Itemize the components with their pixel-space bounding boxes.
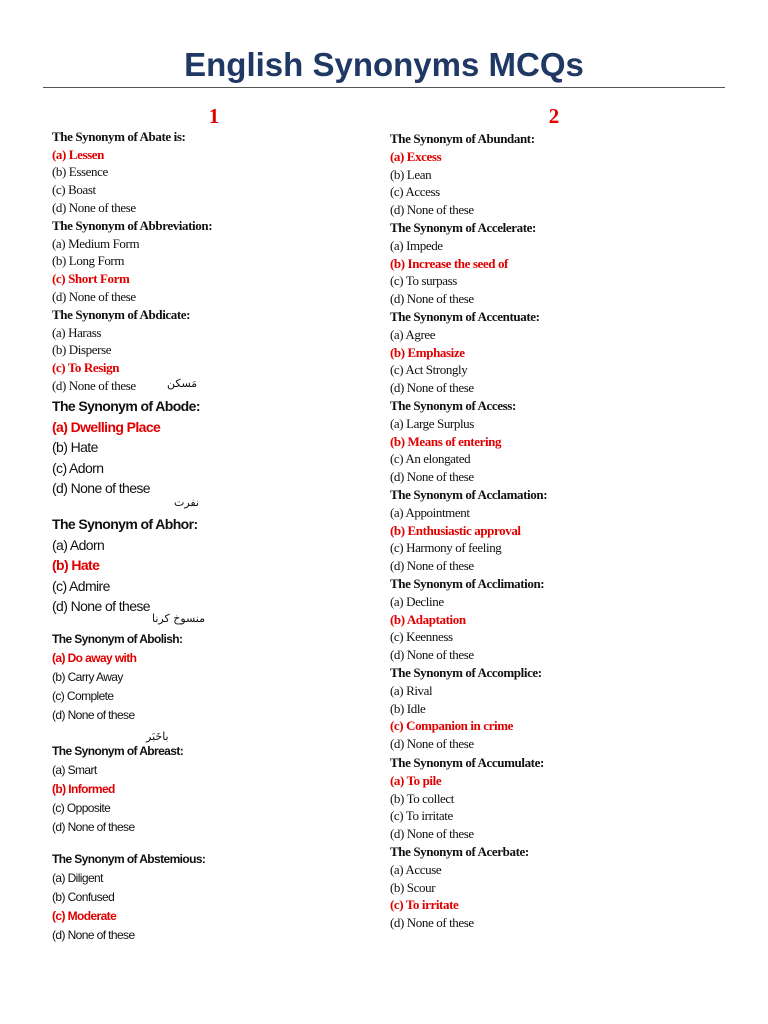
question-text: The Synonym of Accomplice: — [390, 665, 542, 680]
answer-option: (b) Long Form — [52, 253, 125, 269]
column-2 — [390, 104, 720, 934]
correct-answer-option: (a) Lessen — [52, 146, 104, 162]
answer-option: (b) Confused — [52, 890, 115, 904]
correct-answer-option: (c) Companion in crime — [390, 718, 513, 734]
correct-answer-option: (c) To irritate — [390, 897, 459, 913]
answer-option: (d) None of these — [52, 708, 135, 722]
question-text: The Synonym of Acerbate: — [390, 844, 529, 859]
answer-option: (c) Access — [390, 184, 440, 200]
answer-option: (a) Decline — [390, 593, 444, 609]
answer-option: (a) Smart — [52, 763, 97, 777]
correct-answer-option: (b) Adaptation — [390, 611, 466, 627]
answer-option: (b) Essence — [52, 164, 108, 180]
question-block — [390, 397, 516, 486]
question-block — [390, 664, 542, 753]
question-block — [52, 128, 185, 217]
answer-option: (a) Rival — [390, 682, 433, 698]
column-1 — [52, 104, 352, 954]
question-text: The Synonym of Accelerate: — [390, 220, 536, 235]
correct-answer-option: (c) To Resign — [52, 360, 120, 376]
answer-option: (d) None of these — [52, 598, 150, 615]
page-title: English Synonyms MCQs — [184, 46, 584, 83]
question-block — [52, 742, 183, 837]
answer-option: (d) None of these — [52, 288, 136, 304]
question-block — [390, 486, 547, 575]
answer-option: (c) Harmony of feeling — [390, 540, 502, 556]
answer-option: (c) Boast — [52, 182, 96, 198]
question-text: The Synonym of Abbreviation: — [52, 218, 213, 233]
correct-answer-option: (a) Excess — [390, 148, 442, 164]
answer-option: (d) None of these — [390, 736, 474, 752]
answer-option: (d) None of these — [390, 826, 474, 842]
question-block — [52, 850, 205, 945]
question-text: The Synonym of Access: — [390, 398, 516, 413]
question-text: The Synonym of Accentuate: — [390, 309, 540, 324]
answer-option: (a) Diligent — [52, 871, 103, 885]
question-block — [390, 130, 535, 219]
question-text: The Synonym of Abreast: — [52, 744, 184, 758]
title-divider — [43, 87, 725, 88]
answer-option: (a) Accuse — [390, 861, 442, 877]
question-text: The Synonym of Acclamation: — [390, 487, 548, 502]
question-text: The Synonym of Accumulate: — [390, 755, 544, 770]
question-text: The Synonym of Abate is: — [52, 129, 186, 144]
question-block — [52, 217, 212, 306]
answer-option: (d) None of these — [52, 199, 136, 215]
question-block — [390, 308, 540, 397]
urdu-meaning-note: مَسکن — [167, 377, 198, 390]
answer-option: (d) None of these — [52, 480, 150, 497]
answer-option: (c) To irritate — [390, 808, 453, 824]
answer-option: (a) Harass — [52, 324, 102, 340]
answer-option: (c) Opposite — [52, 801, 111, 815]
answer-option: (d) None of these — [52, 928, 135, 942]
answer-option: (a) Appointment — [390, 504, 470, 520]
correct-answer-option: (a) To pile — [390, 772, 442, 788]
question-block — [52, 514, 198, 617]
correct-answer-option: (a) Dwelling Place — [52, 418, 161, 435]
urdu-meaning-note: منسوخ کرنا — [152, 612, 206, 625]
answer-option: (c) Complete — [52, 689, 114, 703]
answer-option: (d) None of these — [390, 291, 474, 307]
answer-option: (b) To collect — [390, 790, 455, 806]
answer-option: (b) Hate — [52, 439, 98, 456]
answer-option: (b) Lean — [390, 166, 432, 182]
correct-answer-option: (b) Informed — [52, 782, 115, 796]
question-text: The Synonym of Abolish: — [52, 632, 183, 646]
answer-option: (b) Disperse — [52, 342, 112, 358]
urdu-meaning-note: باخَبَر — [146, 730, 169, 743]
correct-answer-option: (b) Enthusiastic approval — [390, 522, 521, 538]
answer-option: (c) An elongated — [390, 451, 471, 467]
answer-option: (b) Carry Away — [52, 670, 123, 684]
correct-answer-option: (a) Do away with — [52, 651, 137, 665]
question-block — [52, 630, 182, 725]
question-text: The Synonym of Abode: — [52, 398, 200, 414]
question-block — [390, 843, 529, 932]
urdu-meaning-note: نفرت — [174, 496, 200, 509]
answer-option: (a) Agree — [390, 326, 436, 342]
correct-answer-option: (b) Means of entering — [390, 433, 502, 449]
column-number: 2 — [548, 104, 560, 128]
answer-option: (d) None of these — [52, 820, 135, 834]
answer-option: (d) None of these — [390, 469, 474, 485]
answer-option: (a) Impede — [390, 237, 443, 253]
answer-option: (d) None of these — [52, 377, 136, 393]
correct-answer-option: (b) Increase the seed of — [390, 255, 508, 271]
answer-option: (d) None of these — [390, 380, 474, 396]
answer-option: (d) None of these — [390, 202, 474, 218]
question-block — [390, 575, 544, 664]
answer-option: (d) None of these — [390, 558, 474, 574]
answer-option: (b) Idle — [390, 700, 426, 716]
question-text: The Synonym of Acclimation: — [390, 576, 545, 591]
column-number: 1 — [208, 104, 220, 128]
answer-option: (d) None of these — [390, 647, 474, 663]
answer-option: (a) Adorn — [52, 536, 105, 553]
question-block — [52, 396, 200, 499]
question-block — [390, 754, 544, 843]
correct-answer-option: (b) Emphasize — [390, 344, 465, 360]
question-text: The Synonym of Abstemious: — [52, 852, 206, 866]
answer-option: (d) None of these — [390, 915, 474, 931]
question-text: The Synonym of Abundant: — [390, 131, 535, 146]
answer-option: (a) Large Surplus — [390, 415, 474, 431]
answer-option: (b) Scour — [390, 879, 436, 895]
question-block — [390, 219, 536, 308]
answer-option: (c) Adorn — [52, 459, 104, 476]
answer-option: (c) To surpass — [390, 273, 457, 289]
answer-option: (c) Admire — [52, 577, 110, 594]
correct-answer-option: (c) Short Form — [52, 271, 130, 287]
answer-option: (c) Keenness — [390, 629, 453, 645]
answer-option: (c) Act Strongly — [390, 362, 468, 378]
correct-answer-option: (c) Moderate — [52, 909, 117, 923]
question-text: The Synonym of Abhor: — [52, 516, 198, 532]
question-text: The Synonym of Abdicate: — [52, 307, 191, 322]
correct-answer-option: (b) Hate — [52, 557, 100, 574]
answer-option: (a) Medium Form — [52, 235, 140, 251]
